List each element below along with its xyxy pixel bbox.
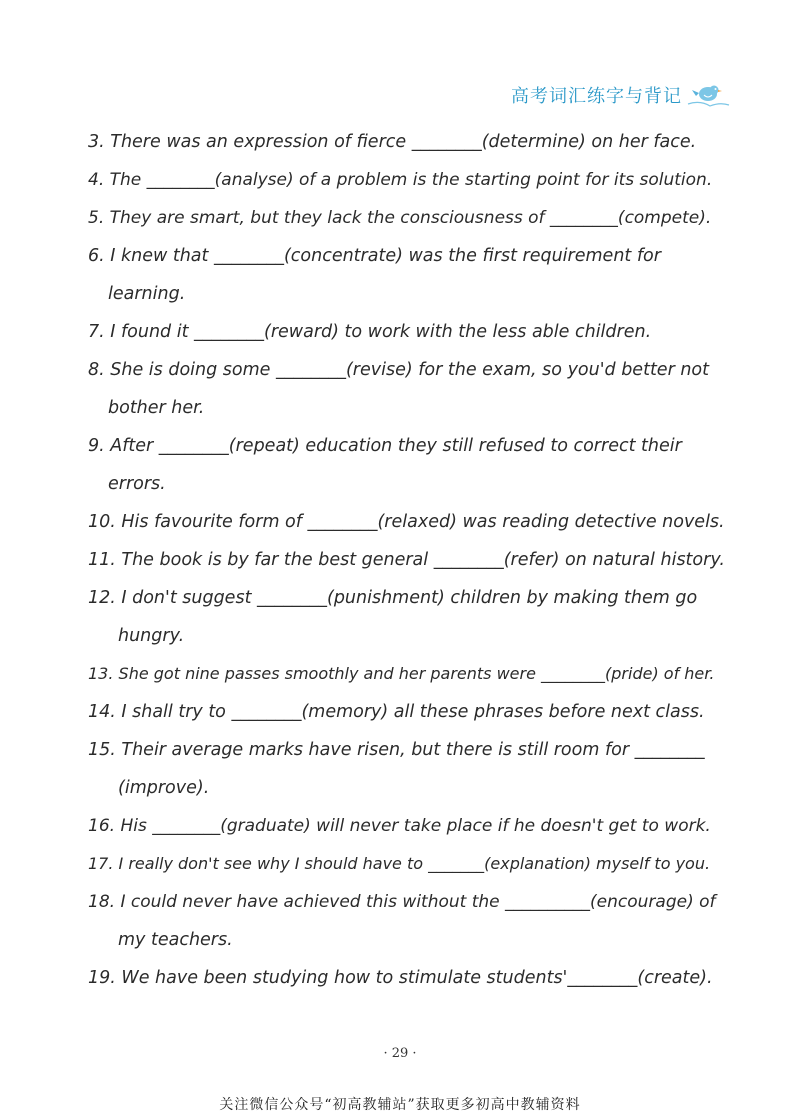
exercise-10: 10. His favourite form of ________(relaxed) was reading detective novels. [88, 512, 725, 532]
exercise-9-continuation: errors. [108, 474, 166, 494]
exercise-11: 11. The book is by far the best general ________(refer) on natural history. [88, 550, 725, 570]
exercise-6-continuation: learning. [108, 284, 186, 304]
exercise-8-continuation: bother her. [108, 398, 205, 418]
bird-icon [686, 80, 730, 110]
page-number: · 29 · [383, 1046, 417, 1061]
exercise-8: 8. She is doing some ________(revise) for the exam, so you'd better not [88, 360, 709, 380]
footer-note: 关注微信公众号“初高教辅站”获取更多初高中教辅资料 [219, 1097, 581, 1113]
exercise-15: 15. Their average marks have risen, but there is still room for ________ [88, 740, 705, 760]
exercise-18-continuation: my teachers. [118, 930, 233, 950]
exercise-12-continuation: hungry. [118, 626, 185, 646]
exercise-18: 18. I could never have achieved this without the __________(encourage) of [88, 892, 716, 912]
exercise-9: 9. After ________(repeat) education they still refused to correct their [88, 436, 682, 456]
page-header [511, 80, 730, 110]
exercise-7: 7. I found it ________(reward) to work with the less able children. [88, 322, 652, 342]
exercise-6: 6. I knew that ________(concentrate) was the first requirement for [88, 246, 661, 266]
exercise-15-continuation: (improve). [118, 778, 210, 798]
exercise-16: 16. His ________(graduate) will never take place if he doesn't get to work. [88, 816, 711, 836]
exercise-17: 17. I really don't see why I should have to _______(explanation) myself to you. [88, 854, 711, 873]
exercise-19: 19. We have been studying how to stimulate students'________(create). [88, 968, 713, 988]
header-title: 高考词汇练字与背记 [511, 86, 682, 107]
exercise-12: 12. I don't suggest ________(punishment) children by making them go [88, 588, 698, 608]
exercise-4: 4. The ________(analyse) of a problem is the starting point for its solution. [88, 170, 713, 190]
exercise-13: 13. She got nine passes smoothly and her parents were ________(pride) of her. [88, 664, 715, 683]
exercise-3: 3. There was an expression of fierce ________(determine) on her face. [88, 132, 697, 152]
exercise-14: 14. I shall try to ________(memory) all these phrases before next class. [88, 702, 705, 722]
exercise-5: 5. They are smart, but they lack the consciousness of ________(compete). [88, 208, 712, 228]
